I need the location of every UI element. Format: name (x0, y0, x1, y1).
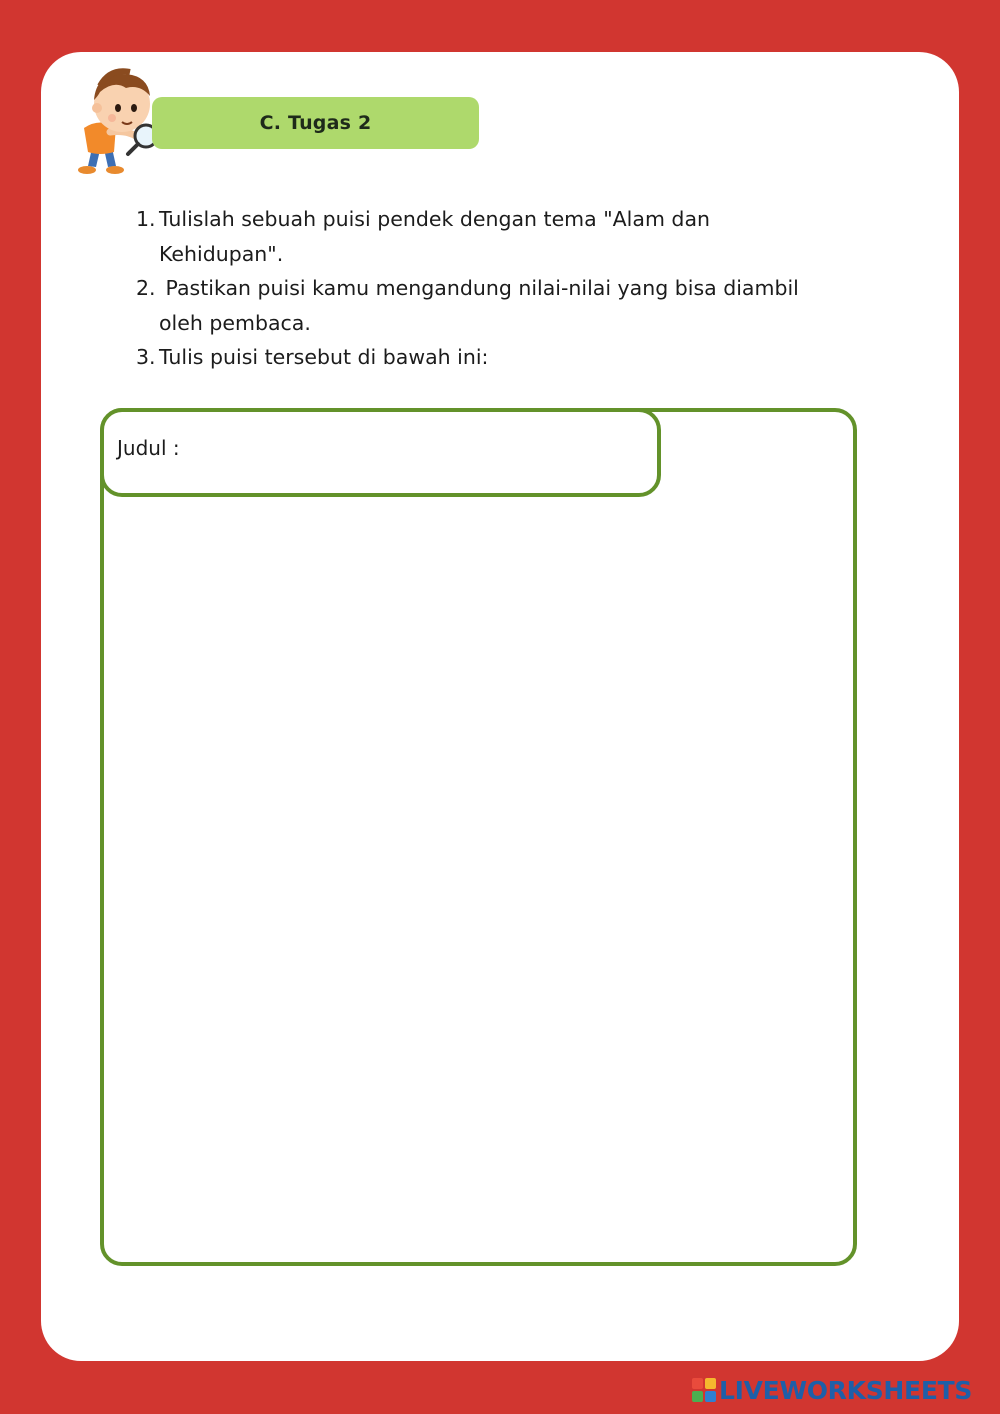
title-input[interactable] (200, 428, 644, 472)
instruction-number: 3. (136, 345, 156, 369)
instruction-text: Tulis puisi tersebut di bawah ini: (159, 345, 489, 369)
poem-textarea[interactable] (116, 510, 844, 1254)
instruction-text: Tulislah sebuah puisi pendek dengan tema "Alam dan Kehidupan". (159, 207, 710, 266)
instruction-item (136, 271, 836, 340)
instruction-item (136, 340, 836, 375)
section-title: C. Tugas 2 (259, 112, 372, 134)
instruction-number: 2. (136, 276, 156, 300)
instruction-list (136, 202, 836, 375)
instruction-number: 1. (136, 207, 156, 231)
instruction-item (136, 202, 836, 271)
section-header (152, 97, 479, 149)
liveworksheets-logo-icon (692, 1378, 716, 1402)
instruction-text: Pastikan puisi kamu mengandung nilai-nilai yang bisa diambil oleh pembaca. (159, 276, 806, 335)
title-label: Judul : (117, 436, 180, 460)
liveworksheets-watermark (692, 1374, 972, 1406)
watermark-text: LIVEWORKSHEETS (719, 1375, 973, 1405)
